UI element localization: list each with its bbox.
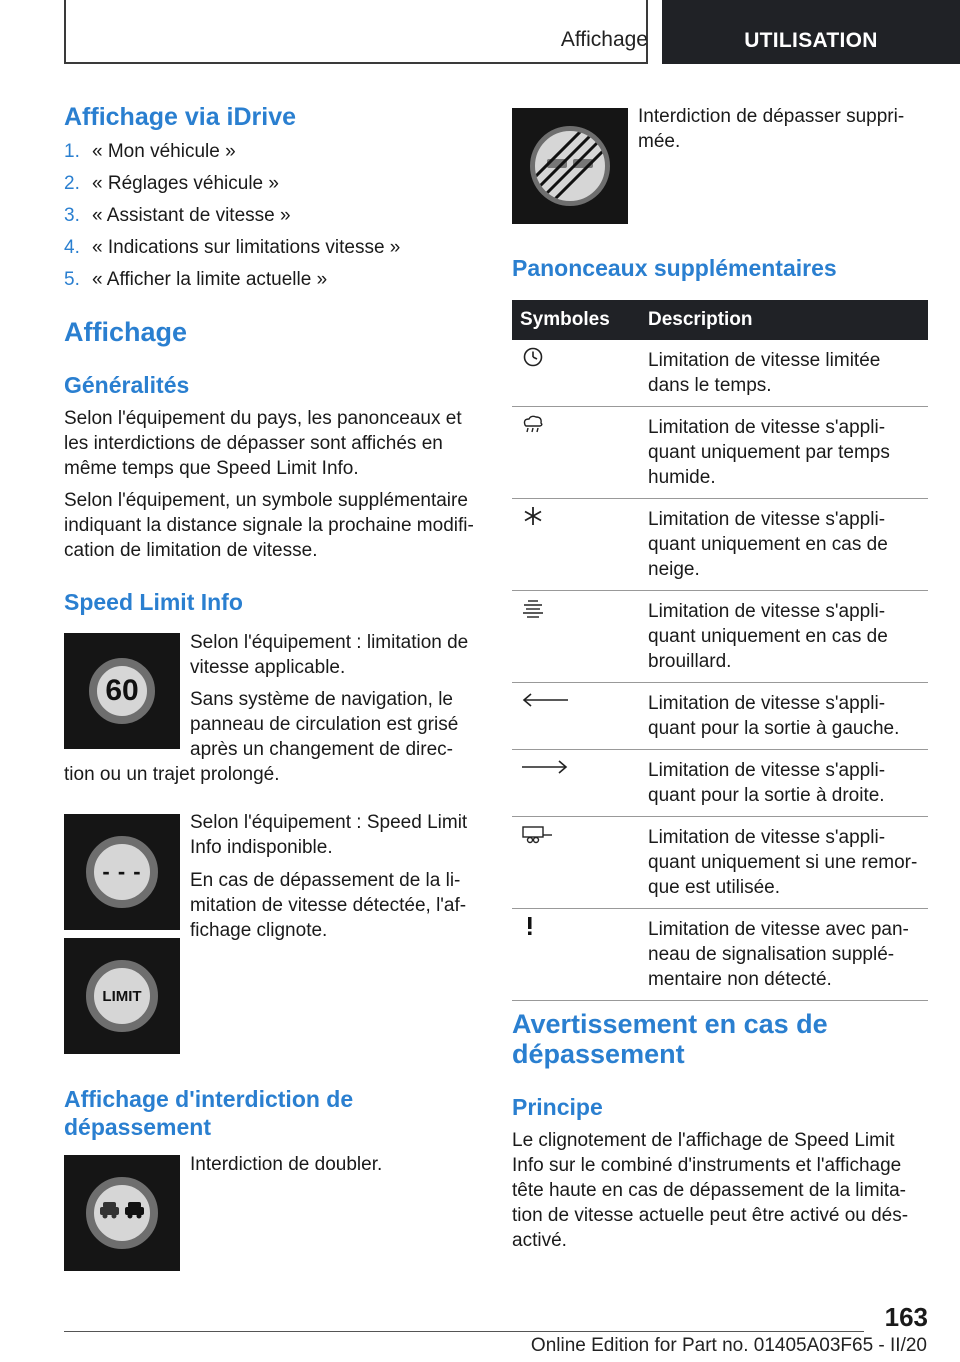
arrow-left-icon [520,689,570,711]
struck-cars-icon [535,131,605,201]
footer-edition: Online Edition for Part no. 01405A03F65 - II/20 [530,1335,927,1356]
generalites-paragraph-1: Selon l'équipement du pays, les panonceaux et les interdictions de dépasser sont affichés en même temps que Speed Limit Info. [64,408,462,479]
no-passing-text: Interdiction de doubler. [190,1154,383,1175]
table-row: Limitation de vitesse avec pan‐ neau de signalisation supplé‐ mentaire non détecté. [512,909,928,1001]
end-no-passing-image [512,108,628,224]
no-passing-image [64,1155,180,1271]
exclamation-icon [520,915,540,937]
end-no-passing-sign [530,126,610,206]
generalites-heading: Généralités [64,372,190,398]
step-5: 5. « Afficher la limite actuelle » [64,269,328,290]
speed-sign-dashes: - - - [86,836,158,908]
table-row: Limitation de vitesse s'appli‐ quant pour la sortie à droite. [512,750,928,817]
table-row: Limitation de vitesse s'appli‐ quant pour la sortie à gauche. [512,683,928,750]
header-description: Description [640,300,928,340]
snowflake-icon [520,505,546,527]
arrow-right-icon [520,756,570,778]
sli-paragraph-2: Sans système de navigation, le panneau de circulation est grisé après un changement de direc‐ [190,689,459,760]
step-1: 1. « Mon véhicule » [64,141,236,162]
no-passing-sign [86,1177,158,1249]
table-row: Limitation de vitesse limitée dans le temps. [512,340,928,407]
speed-limit-unavailable-image [64,814,180,930]
speed-limit-60-image [64,633,180,749]
sli-paragraph-2-end: tion ou un trajet prolongé. [64,764,280,785]
step-3: 3. « Assistant de vitesse » [64,205,291,226]
two-cars-icon [94,1185,150,1241]
footer-divider [64,1331,864,1332]
limit-flashing-image [64,938,180,1054]
generalites-paragraph-2: Selon l'équipement, un symbole supplémentaire indiquant la distance signale la prochaine modifi‐ cation de limitation de vitesse. [64,490,474,561]
trailer-icon [520,823,554,845]
table-row: Limitation de vitesse s'appli‐ quant uniquement par temps humide. [512,407,928,499]
avertissement-heading: Avertissement en cas de dépassement [512,1009,828,1069]
idrive-heading: Affichage via iDrive [64,103,297,131]
symbols-table [512,300,928,1001]
step-2: 2. « Réglages véhicule » [64,173,279,194]
affichage-heading: Affichage [64,317,188,347]
header-symboles: Symboles [512,300,640,340]
page-number: 163 [884,1302,928,1332]
table-header-row [512,300,928,340]
clock-icon [520,346,546,368]
fog-icon [520,597,546,619]
header-section-title: Affichage [560,28,648,51]
sli-paragraph-1: Selon l'équipement : limitation de vitesse applicable. [190,632,469,678]
principe-heading: Principe [512,1094,603,1120]
rain-cloud-icon [520,413,546,435]
unavailable-paragraph-2: En cas de dépassement de la li‐ mitation de vitesse détectée, l'af‐ fichage clignote. [190,870,467,941]
table-row: Limitation de vitesse s'appli‐ quant uniquement en cas de brouillard. [512,591,928,683]
header-chapter-tab: UTILISATION [662,0,960,64]
panonceaux-heading: Panonceaux supplémentaires [512,255,837,281]
unavailable-paragraph-1: Selon l'équipement : Speed Limit Info indisponible. [190,812,468,858]
speed-sign-limit: LIMIT [86,960,158,1032]
speed-limit-info-heading: Speed Limit Info [64,589,243,615]
speed-sign-60: 60 [89,658,155,724]
no-passing-heading: Affichage d'interdiction de dépassement [64,1086,354,1140]
end-no-passing-text: Interdiction de dépasser suppri‐ mée. [638,106,905,152]
principe-paragraph: Le clignotement de l'affichage de Speed Limit Info sur le combiné d'instruments et l'affichage tête haute en cas de dépassement de la limita‐ tion de vitesse actuelle peut être activé ou dés‐ activé. [512,1130,909,1251]
table-row: Limitation de vitesse s'appli‐ quant uniquement si une remor‐ que est utilisée. [512,817,928,909]
step-4: 4. « Indications sur limitations vitesse » [64,237,401,258]
table-row: Limitation de vitesse s'appli‐ quant uniquement en cas de neige. [512,499,928,591]
